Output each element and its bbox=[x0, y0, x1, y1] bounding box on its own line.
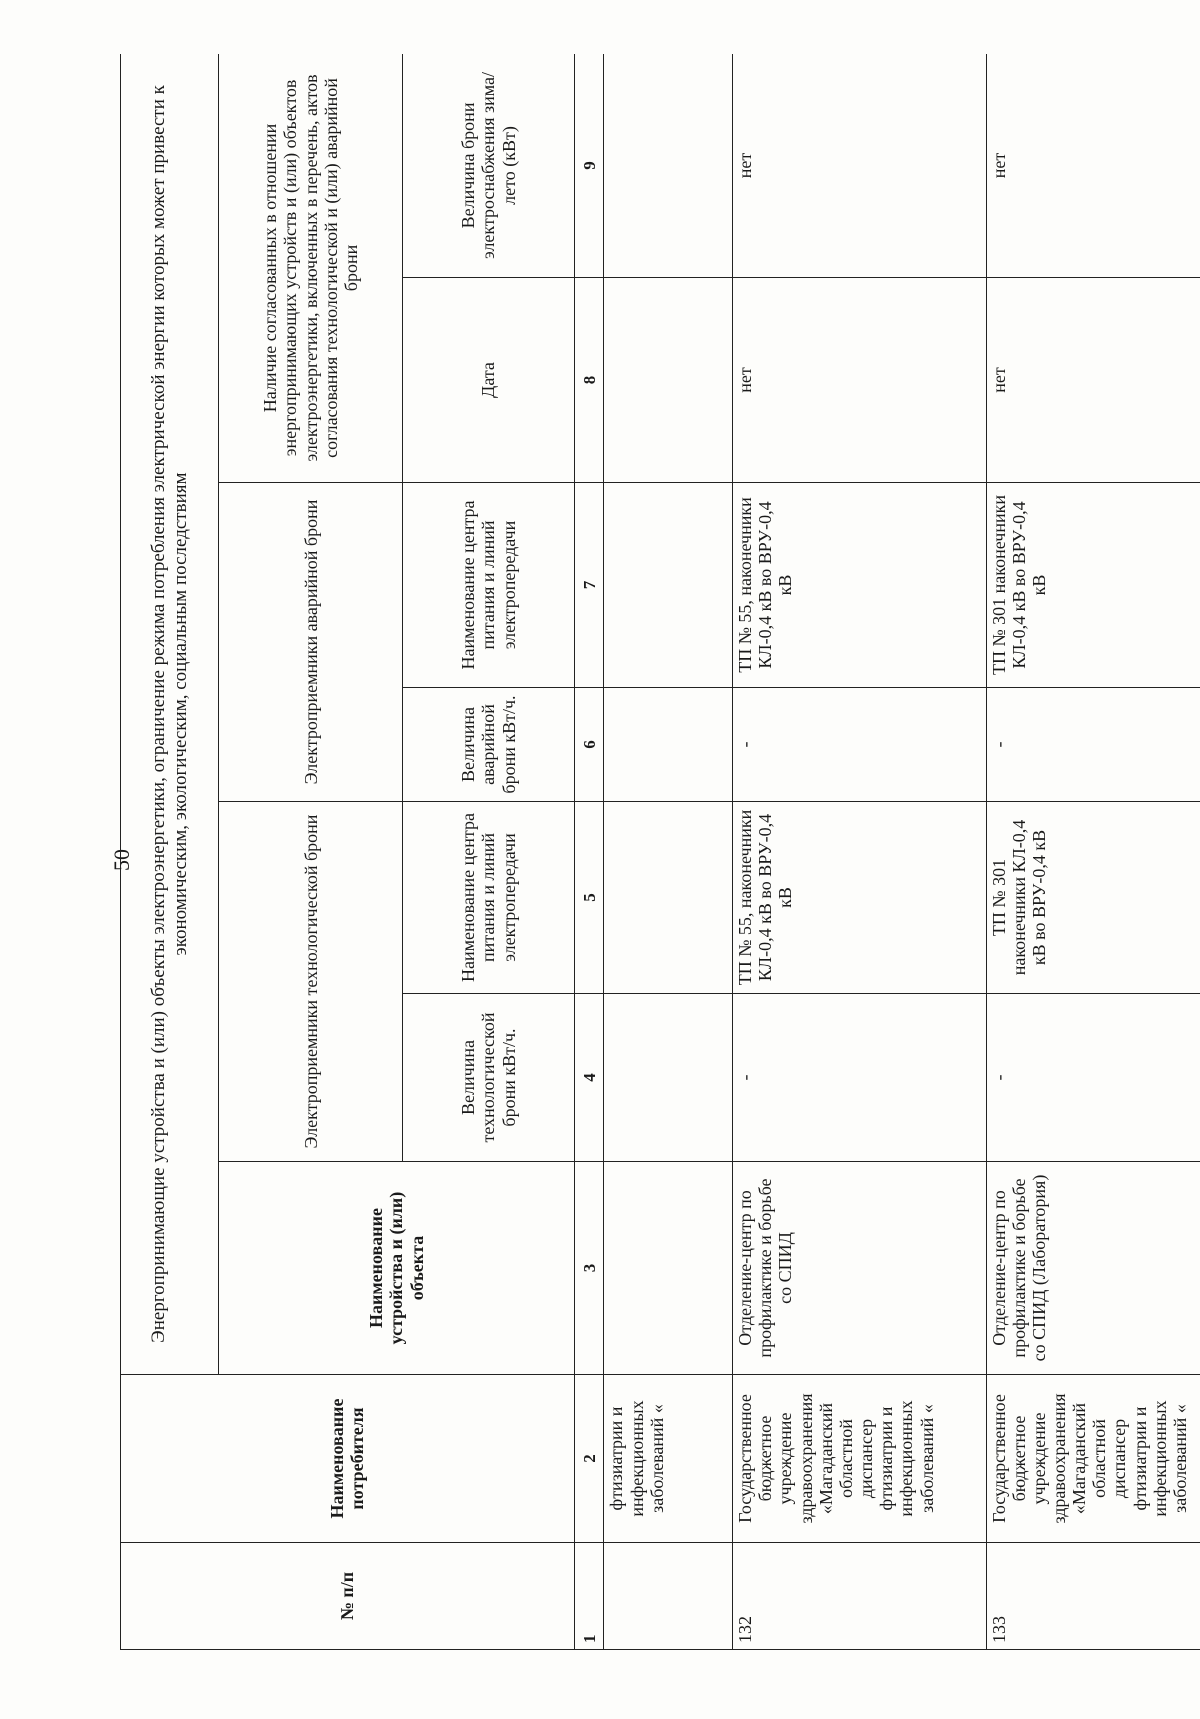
cell-number bbox=[604, 1543, 733, 1650]
cell-reserve bbox=[604, 54, 733, 278]
cell-object: Отделение-центр по профилактике и борьбе со СПИД (Лаборатория) bbox=[986, 1162, 1200, 1375]
cell-date bbox=[604, 278, 733, 483]
cell-tech-value bbox=[604, 994, 733, 1162]
column-numbers-row bbox=[574, 54, 603, 1650]
column-number: 8 bbox=[574, 278, 603, 483]
column-number: 2 bbox=[574, 1375, 603, 1543]
header-tech-line: Наименование центра питания и линий электропередачи bbox=[403, 802, 575, 994]
cell-avar-line: ТП № 301 наконечники КЛ-0,4 кВ во ВРУ-0,4 кВ bbox=[986, 483, 1200, 688]
column-number: 6 bbox=[574, 688, 603, 802]
header-avar-line: Наименование центра питания и линий электропередачи bbox=[403, 483, 575, 688]
cell-tech-line: ТП № 301 наконечники КЛ-0,4 кВ во ВРУ-0,4 кВ bbox=[986, 802, 1200, 994]
cell-avar-value: - bbox=[733, 688, 986, 802]
column-number: 7 bbox=[574, 483, 603, 688]
table-row bbox=[604, 54, 733, 1650]
header-agree-group: Наличие согласованных в отношении энергопринимающих устройств и (или) объектов электроэнергетики, включенных в перечень, актов согласования технологической и (или) аварийной брони bbox=[219, 54, 403, 483]
cell-number: 132 bbox=[733, 1543, 986, 1650]
rotated-table-frame bbox=[120, 54, 1200, 1650]
header-consumer: Наименование потребителя bbox=[121, 1375, 575, 1543]
cell-reserve: нет bbox=[986, 54, 1200, 278]
cell-tech-value: - bbox=[986, 994, 1200, 1162]
table-row bbox=[733, 54, 986, 1650]
cell-consumer: Государственное бюджетное учреждение здравоохранения «Магаданский областной диспансер фтизиатрии и инфекционных заболеваний « bbox=[986, 1375, 1200, 1543]
cell-object bbox=[604, 1162, 733, 1375]
column-number: 9 bbox=[574, 54, 603, 278]
header-reserve: Величина брони электроснабжения зима/лето (кВт) bbox=[403, 54, 575, 278]
cell-reserve: нет bbox=[733, 54, 986, 278]
table-title: Энергопринимающие устройства и (или) объекты электроэнергетики, ограничение режима потребления электрической энергии которых может привести к экономическим, экологическим, социальным последствиям bbox=[121, 54, 219, 1375]
header-avar-group: Электроприемники аварийной брони bbox=[219, 483, 403, 802]
column-number: 4 bbox=[574, 994, 603, 1162]
header-avar-value: Величина аварийной брони кВт/ч. bbox=[403, 688, 575, 802]
cell-avar-value bbox=[604, 688, 733, 802]
cell-tech-line: ТП № 55, наконечники КЛ-0,4 кВ во ВРУ-0,4 кВ bbox=[733, 802, 986, 994]
cell-tech-value: - bbox=[733, 994, 986, 1162]
cell-tech-line bbox=[604, 802, 733, 994]
cell-number: 133 bbox=[986, 1543, 1200, 1650]
header-number: № п/п bbox=[121, 1543, 575, 1650]
cell-date: нет bbox=[733, 278, 986, 483]
page-number: 50 bbox=[109, 849, 134, 871]
power-consumers-table bbox=[120, 54, 1200, 1650]
table-row bbox=[986, 54, 1200, 1650]
column-number: 1 bbox=[574, 1543, 603, 1650]
cell-object: Отделение-центр по профилактике и борьбе со СПИД bbox=[733, 1162, 986, 1375]
header-object: Наименование устройства и (или) объекта bbox=[219, 1162, 575, 1375]
table-canvas bbox=[120, 54, 1200, 1650]
column-number: 3 bbox=[574, 1162, 603, 1375]
cell-date: нет bbox=[986, 278, 1200, 483]
cell-avar-line: ТП № 55, наконечники КЛ-0,4 кВ во ВРУ-0,4 кВ bbox=[733, 483, 986, 688]
cell-avar-line bbox=[604, 483, 733, 688]
column-number: 5 bbox=[574, 802, 603, 994]
cell-consumer: фтизиатрии и инфекционных заболеваний « bbox=[604, 1375, 733, 1543]
header-date: Дата bbox=[403, 278, 575, 483]
cell-avar-value: - bbox=[986, 688, 1200, 802]
cell-consumer: Государственное бюджетное учреждение здравоохранения «Магаданский областной диспансер фтизиатрии и инфекционных заболеваний « bbox=[733, 1375, 986, 1543]
header-tech-group: Электроприемники технологической брони bbox=[219, 802, 403, 1162]
header-tech-value: Величина технологической брони кВт/ч. bbox=[403, 994, 575, 1162]
